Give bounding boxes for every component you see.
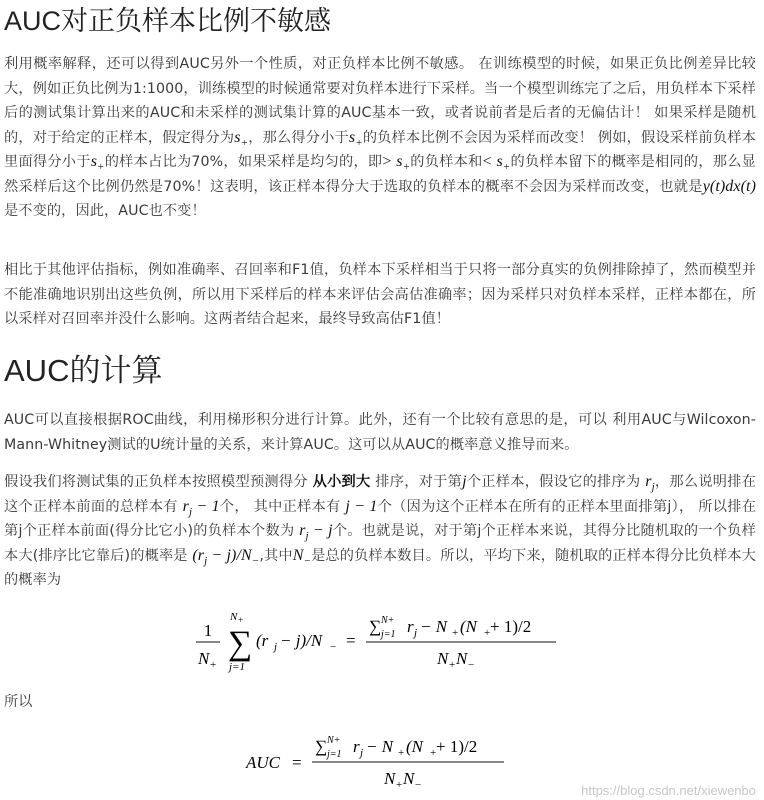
svg-text:+: + (398, 747, 405, 759)
eq2-equals: = (292, 753, 302, 772)
svg-text:− N: − N (366, 737, 394, 756)
svg-text:N: N (403, 769, 415, 788)
svg-text:−: − (330, 641, 337, 653)
bold-ascending: 从小到大 (312, 474, 371, 490)
svg-text:N: N (456, 649, 468, 668)
math-s-plus: $s_+$ (348, 128, 363, 149)
math-lt: < (482, 153, 492, 170)
svg-text:−: − (415, 779, 422, 791)
section-title-auc-insensitive: AUC对正负样本比例不敏感 (4, 6, 332, 36)
eq1-num-r: r (407, 617, 414, 636)
svg-text:N: N (384, 769, 396, 788)
svg-text:+: + (396, 779, 403, 791)
svg-text:+: + (430, 747, 437, 759)
svg-text:+ 1)/2: + 1)/2 (436, 737, 478, 756)
svg-text:j=1: j=1 (327, 749, 342, 760)
math-rj-minus-j: $r_j - j$ (299, 522, 333, 543)
svg-text:r: r (353, 737, 360, 756)
svg-text:j: j (274, 641, 278, 653)
eq1-one: 1 (203, 621, 213, 640)
svg-text:+: + (484, 627, 491, 639)
math-j: j (462, 473, 467, 490)
svg-text:(N: (N (406, 737, 423, 756)
math-s-plus: $s_+$ (496, 153, 511, 174)
svg-text:∑: ∑ (315, 737, 328, 756)
eq1-num-sigma: ∑ (369, 617, 382, 636)
math-rj: $r_j$ (645, 473, 655, 494)
math-ytdxt: y(t)dx(t) (702, 177, 756, 195)
svg-text:+: + (238, 615, 244, 625)
eq1-num-n: − N (420, 617, 448, 636)
svg-text:+: + (449, 659, 456, 671)
svg-text:j=1: j=1 (381, 629, 396, 640)
equation-average-probability (194, 606, 574, 678)
eq1-equals: = (346, 631, 356, 650)
math-s-plus: $s_+$ (90, 153, 105, 174)
svg-text:−: − (468, 659, 475, 671)
section-title-auc-computation: AUC的计算 (4, 353, 163, 388)
math-rj-minus-1: $r_j - 1$ (182, 497, 220, 518)
eq2-lhs: AUC (246, 753, 280, 772)
eq1-upper-limit: N (230, 611, 238, 623)
paragraph-rank-derivation: 假设我们将测试集的正负样本按照模型预测得分 从小到大 排序，对于第j个正样本，假设它的排序为 $r_j$，那么说明排在这个正样本前面的总样本有 $r_j - 1$个， 其中正样本有 j − 1个（因为这个正样本在所有的正样本里面排第j）， 所以排在第j个正样本前面(得分比它小)的负样本个数为 $r_j - j$个。也就是说，对于第j个正样本来说，其得分比随机取的一个负样本大(排序比它靠后)的概率是 $(r_j - j)/N_-$,其中$N_-$是总的负样本数目。所以，平均下来，随机取的正样本得分比负样本大的概率为 (4, 473, 757, 588)
svg-text:N+: N+ (381, 615, 395, 626)
paragraph-downsampling-effect: 相比于其他评估指标，例如准确率、召回率和F1值，负样本下采样相当于只将一部分真实的负例排除掉了，然而模型并不能准确地识别出这些负例，所以用下采样后的样本来评估会高估准确率；因为采样只对负样本采样，正样本都在，所以采样对召回率并没什么影响。这两者结合起来，最终导致高估F1值！ (4, 262, 756, 327)
svg-text:+: + (452, 627, 459, 639)
eq1-sigma: ∑ (228, 625, 253, 662)
paragraph-probability-interpretation: 利用概率解释，还可以得到AUC另外一个性质，对正负样本比例不敏感。 在训练模型的时候，如果正负比例差异比较大，例如正负比例为1:1000，训练模型的时候通常要对负样本进行下采样。当一个模型训练完了之后，用负样本下采样后的测试集计算出来的AUC和未采样的测试集计算的AUC基本一致，或者说前者是后者的无偏估计！ 如果采样是随机的，对于给定的正样本，假定得分为$s_+$，那么得分小于$s_+$的负样本比例不会因为采样而改变！ 例如，假设采样前负样本里面得分小于$s_+$的样本占比为70%，如果采样是均匀的，即> $s_+$的负样本和< $s_+$的负样本留下的概率是相同的，那么显然采样后这个比例仍然是70%！这表明，该正样本得分大于选取的负样本的概率不会因为采样而改变，也就是y(t)dx(t)是不变的，因此，AUC也不变！ (4, 56, 756, 219)
eq1-body-tail: − j)/N (280, 631, 323, 650)
eq1-num-tail: + 1)/2 (490, 617, 532, 636)
svg-text:j: j (360, 747, 364, 759)
math-j-minus-1: j − 1 (345, 497, 378, 515)
eq1-lower-limit: j=1 (229, 661, 245, 673)
math-n-minus: $N_-$ (292, 546, 312, 567)
equation-auc-formula (242, 726, 522, 792)
eq1-num-paren: (N (460, 617, 477, 636)
math-s-plus: $s_+$ (396, 153, 411, 174)
svg-text:j: j (414, 627, 418, 639)
eq1-den: N (437, 649, 449, 668)
math-ratio: $(r_j - j)/N_-$ (192, 546, 260, 567)
paragraph-so: 所以 (4, 694, 33, 710)
paragraph-auc-methods: AUC可以直接根据ROC曲线，利用梯形积分进行计算。此外，还有一个比较有意思的是，可以 利用AUC与Wilcoxon-Mann-Whitney测试的U统计量的关系，来计算AUC。这可以从AUC的概率意义推导而来。 (4, 412, 756, 453)
svg-text:N+: N+ (327, 735, 341, 746)
eq1-body: (r (256, 631, 269, 650)
math-gt: > (382, 153, 392, 170)
watermark-text: https://blog.csdn.net/xiewenbo (581, 783, 756, 798)
math-s-plus: $s_+$ (234, 128, 249, 149)
svg-text:+: + (210, 659, 217, 671)
eq1-n-plus: N (198, 649, 210, 668)
